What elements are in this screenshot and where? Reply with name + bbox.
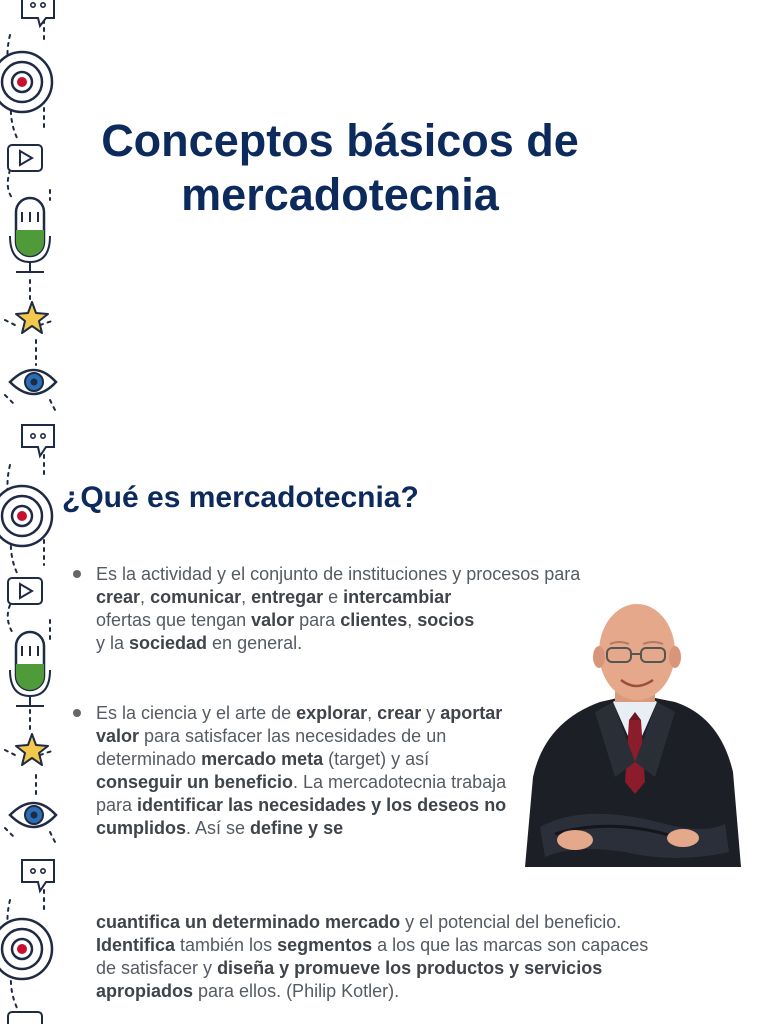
bold-text: intercambiar: [343, 587, 452, 607]
bold-text: crear: [377, 703, 422, 723]
text: y el potencial del beneficio.: [400, 912, 622, 932]
text: . Así se: [186, 818, 251, 838]
target-icon: [0, 919, 52, 979]
continuation-paragraph: [96, 911, 656, 1003]
slide-title-line-2: mercadotecnia: [181, 169, 499, 220]
decorative-icons: [0, 0, 60, 1024]
bold-text: Identifica: [96, 935, 176, 955]
text: Es la ciencia y el arte de: [96, 703, 297, 723]
portrait-image: [515, 602, 743, 867]
eye-icon: [10, 803, 56, 827]
bold-text: define y se: [250, 818, 344, 838]
text: y: [421, 703, 441, 723]
bullet-dot: [73, 570, 81, 578]
bold-text: identificar las necesidades y los deseos no cumplidos: [96, 795, 507, 838]
microphone-icon: [10, 198, 50, 272]
bold-text: segmentos: [277, 935, 373, 955]
text: ,: [367, 703, 378, 723]
text: e: [323, 587, 344, 607]
bold-text: sociedad: [129, 633, 208, 653]
star-icon: [16, 302, 48, 333]
bold-text: cuantifica un determinado mercado: [96, 912, 401, 932]
text: para: [294, 610, 341, 630]
slide-title: [60, 114, 620, 222]
bold-text: conseguir un beneficio: [96, 772, 294, 792]
text: ,: [407, 610, 418, 630]
bold-text: socios: [417, 610, 475, 630]
text: ,: [241, 587, 252, 607]
bold-text: mercado meta: [201, 749, 324, 769]
chat-bubble-icon: [22, 425, 54, 456]
text: también los: [175, 935, 278, 955]
text: para satisfacer las necesidades de un determinado: [96, 726, 447, 769]
slide-title-line-1: Conceptos básicos de: [101, 115, 579, 166]
target-icon: [0, 486, 52, 546]
eye-icon: [10, 370, 56, 394]
section-heading: ¿Qué es mercadotecnia?: [62, 481, 419, 514]
text: y la: [96, 633, 130, 653]
microphone-icon: [10, 632, 50, 706]
bold-text: valor: [251, 610, 295, 630]
text: Es la actividad y el conjunto de instituciones y procesos para: [96, 564, 581, 584]
play-button-icon: [8, 578, 42, 604]
bold-text: aportar valor: [96, 703, 503, 746]
text: ,: [140, 587, 151, 607]
star-icon: [16, 734, 48, 765]
play-button-icon: [8, 145, 42, 171]
text: a los que las marcas son capaces de satisfacer y: [96, 935, 649, 978]
bold-text: diseña y promueve los productos y servicios apropiados: [96, 958, 603, 1001]
chat-bubble-icon: [22, 0, 54, 26]
text: para ellos. (Philip Kotler).: [193, 981, 400, 1001]
bold-text: entregar: [251, 587, 324, 607]
bullet-dot: [73, 709, 81, 717]
target-icon: [0, 52, 52, 112]
text: en general.: [207, 633, 303, 653]
text: . La mercadotecnia trabaja para: [96, 772, 507, 815]
definition-paragraph-2: [96, 702, 516, 840]
bold-text: explorar: [296, 703, 368, 723]
bold-text: clientes: [340, 610, 408, 630]
chat-bubble-icon: [22, 860, 54, 891]
play-button-icon: [8, 1012, 42, 1024]
text: ofertas que tengan: [96, 610, 252, 630]
text: (target) y así: [323, 749, 430, 769]
bold-text: crear: [96, 587, 141, 607]
bold-text: comunicar: [150, 587, 242, 607]
